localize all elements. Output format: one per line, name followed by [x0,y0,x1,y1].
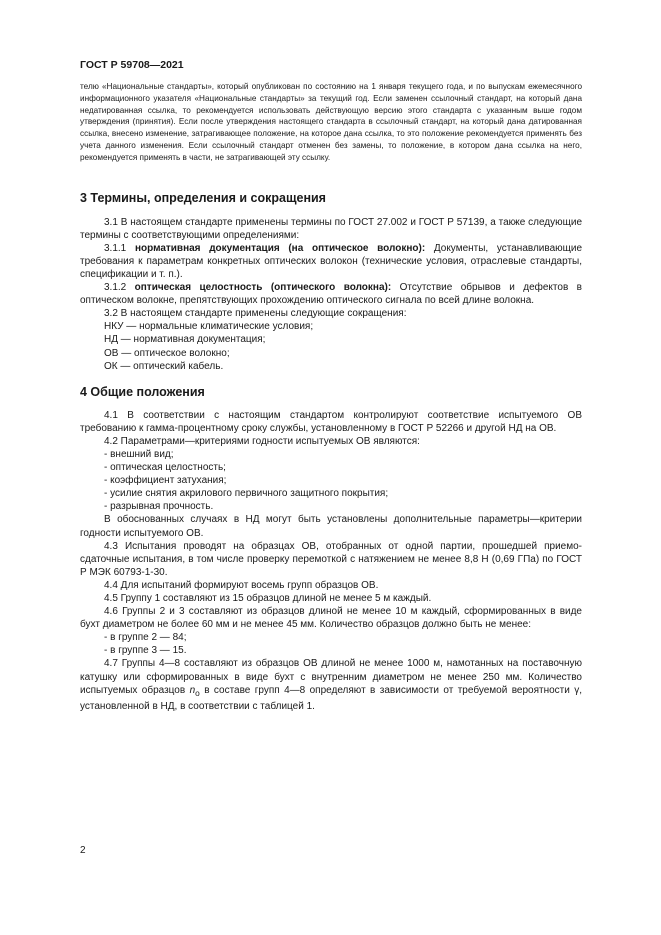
document-header: ГОСТ Р 59708—2021 [80,59,184,71]
criteria-item: - оптическая целостность; [80,461,582,474]
paragraph-4-7 [80,657,582,712]
abbreviation-item: ОВ — оптическое волокно; [104,347,230,359]
paragraph-4-4: 4.4 Для испытаний формируют восемь групп образцов ОВ. [104,579,379,591]
term-definition: Отсутствие обрывов и дефектов в оптическом волокне, препятствующих прохождению оптического сигнала по всей длине волокна. [80,282,582,307]
abbreviation-item: НД — нормативная документация; [104,334,266,346]
criteria-item: - усилие снятия акрилового первичного защитного покрытия; [80,487,582,500]
paragraph-4-2: 4.2 Параметрами—критериями годности испытуемых ОВ являются: [104,435,420,447]
paragraph-3-1: 3.1 В настоящем стандарте применены термины по ГОСТ 27.002 и ГОСТ Р 57139, а также следующие термины с соответствующими определениями: [80,216,582,241]
page-content [80,81,582,713]
paragraph-4-7-text-a: 4.7 Группы 4—8 составляют из образцов ОВ длиной не менее 1000 м, намотанных на поставочную катушку или сформированных в виде бухт с внутренним диаметром не менее 250 мм. Количество испытуемых образцов [80,658,582,696]
paragraph-4-5: 4.5 Группу 1 составляют из 15 образцов длиной не менее 5 м каждый. [104,593,432,605]
term-number: 3.1.2 [104,282,127,294]
paragraph-3-2: 3.2 В настоящем стандарте применены следующие сокращения: [104,308,407,320]
group-item: - в группе 3 — 15. [80,644,582,657]
criteria-item: - коэффициент затухания; [80,474,582,487]
criteria-item: - разрывная прочность. [80,500,582,513]
paragraph-3-1-2 [80,281,582,307]
page-number: 2 [80,845,86,856]
group-item: - в группе 2 — 84; [80,631,582,644]
paragraph-4-3: 4.3 Испытания проводят на образцах ОВ, отобранных от одной партии, прошедшей приемо-сдаточные испытания, в том числе проверку перемоткой с натяжением не менее 8,8 Н (0,69 ГПа) по ГОСТ Р МЭК 60793-1-30. [80,540,582,578]
abbreviation-item: НКУ — нормальные климатические условия; [104,321,314,333]
sample-count-symbol: n [189,684,196,696]
paragraph-4-2-extra: В обоснованных случаях в НД могут быть установлены дополнительные параметры—критерии годности испытуемого ОВ. [80,514,582,539]
term-definition: Документы, устанавливающие требования к параметрам конкретных оптических волокон (технические условия, отраслевые стандарты, спецификации и т. п.). [80,242,583,280]
abbreviation-item: ОК — оптический кабель. [104,360,224,372]
criteria-item: - внешний вид; [80,448,582,461]
term-optical-integrity: оптическая целостность (оптического волокна): [134,282,392,294]
paragraph-3-1-1 [80,242,582,281]
term-number: 3.1.1 [104,242,127,254]
paragraph-4-1: 4.1 В соответствии с настоящим стандартом контролируют соответствие испытуемого ОВ требованию к гамма-процентному сроку службы, установленному в ГОСТ Р 52266 и другой НД на ОВ. [80,409,582,434]
sample-count-subscript: o [195,687,200,698]
term-normative-documentation: нормативная документация (на оптическое волокно): [134,242,426,254]
intro-note: телю «Национальные стандарты», который опубликован по состоянию на 1 января текущего года, и по выпускам ежемесячного информационного указателя «Национальные стандарты» за текущий год. Если заменен ссылочный стандарт, на который дана недатированная ссылка, то рекомендуется использовать действующую версию этого стандарта с указанным выше годом утверждения (принятия). Если после утверждения настоящего стандарта в ссылочный стандарт, на который дана датированная ссылка, внесено изменение, затрагивающее положение, на которое дана ссылка, то это положение рекомендуется применять без учета данного изменения. Если ссылочный стандарт отменен без замены, то положение, в котором дана ссылка на него, рекомендуется применять в части, не затрагивающей эту ссылку. [80,82,582,162]
paragraph-4-6: 4.6 Группы 2 и 3 составляют из образцов длиной не менее 10 м каждый, сформированных в виде бухт диаметром не более 60 мм и не менее 45 мм. Количество образцов должно быть не менее: [80,606,582,631]
section-3-title: 3 Термины, определения и сокращения [80,190,326,205]
paragraph-4-7-text-b: в составе групп 4—8 определяют в зависимости от требуемой вероятности γ, установленной в НД, в соответствии с таблицей 1. [80,684,583,712]
section-4-title: 4 Общие положения [80,384,205,399]
